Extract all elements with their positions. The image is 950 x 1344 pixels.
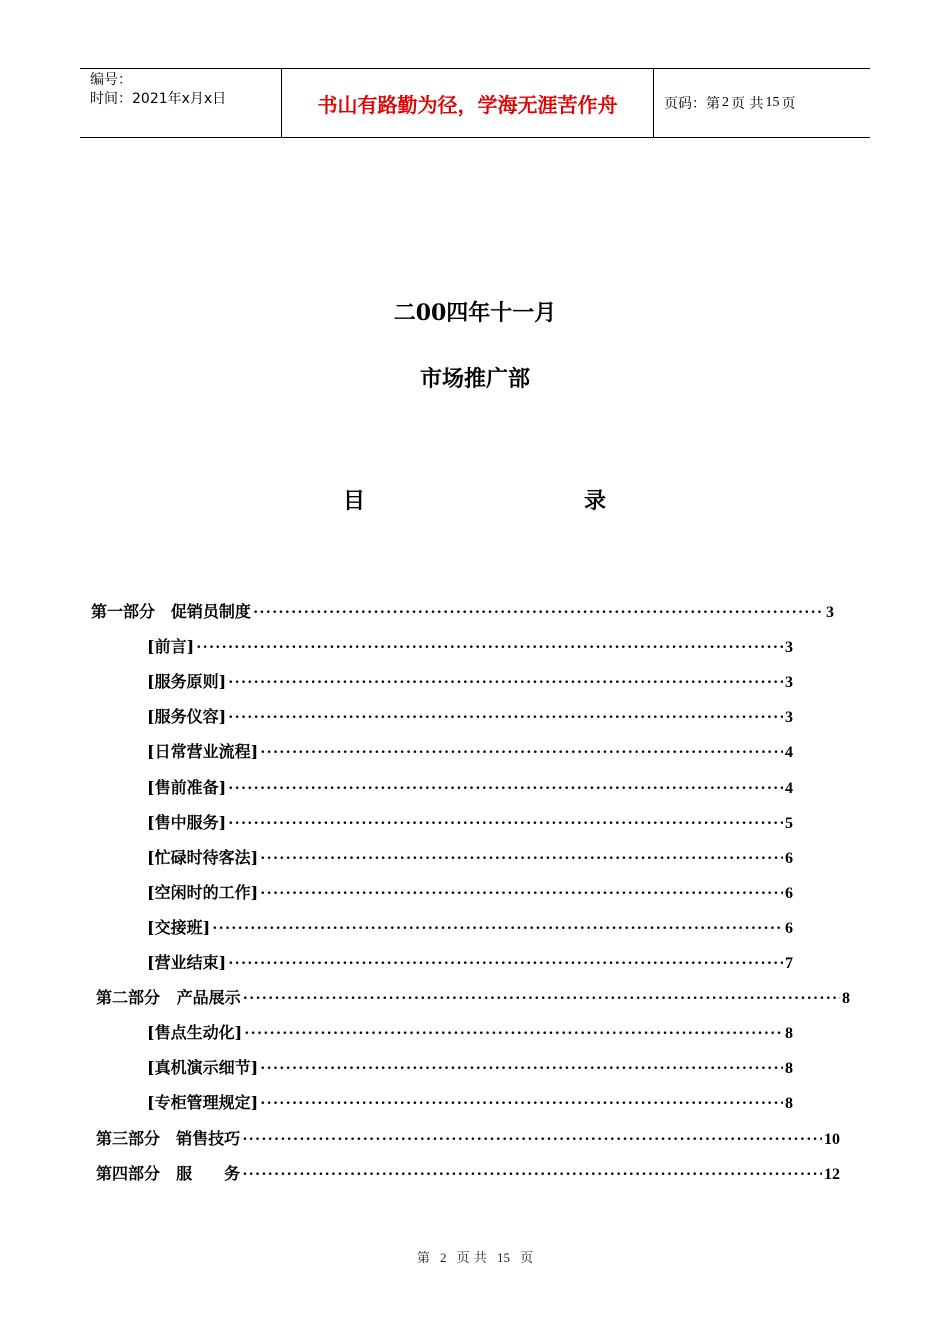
department-name: 市场推广部	[419, 366, 530, 392]
toc-page-number: 3	[785, 674, 793, 692]
toc-entry-title: [售点生动化]	[147, 1023, 243, 1043]
toc-leader-dots	[253, 604, 824, 622]
toc-section-entry[interactable]	[147, 775, 793, 799]
footer-page-number: 2	[440, 1250, 447, 1265]
toc-section-entry[interactable]	[147, 1020, 793, 1044]
toc-leader-dots	[244, 1025, 783, 1043]
toc-section-entry[interactable]	[147, 634, 793, 658]
toc-section-entry[interactable]	[147, 1090, 793, 1114]
toc-entry-title: [日常营业流程]	[147, 742, 259, 762]
toc-leader-dots	[243, 990, 840, 1008]
toc-entry-title: 产品展示	[176, 988, 241, 1008]
toc-entry-title: [前言]	[147, 637, 195, 657]
toc-part-entry[interactable]	[96, 1126, 840, 1150]
number-label: 编号：	[90, 72, 132, 88]
toc-part-label: 第四部分	[96, 1163, 161, 1183]
header-motto: 书山有路勤为径，学海无涯苦作舟	[281, 69, 654, 137]
toc-entry-title: [专柜管理规定]	[147, 1093, 259, 1113]
footer-mid: 页 共	[456, 1251, 487, 1266]
toc-page-number: 3	[785, 709, 793, 727]
toc-part-label: 第一部分	[91, 602, 156, 621]
page-total: 15	[765, 95, 780, 110]
toc-page-number: 7	[785, 955, 793, 972]
page-prefix: 页码：第	[664, 96, 720, 112]
toc-title-left: 目	[343, 488, 366, 514]
date-line: 二00四年十一月	[393, 300, 557, 326]
toc-part-entry[interactable]	[91, 599, 834, 623]
toc-page-number: 8	[785, 1025, 793, 1043]
toc-section-entry[interactable]	[147, 704, 793, 728]
toc-page-number: 8	[785, 1095, 793, 1113]
toc-part-label: 第三部分	[96, 1128, 161, 1148]
toc-leader-dots	[228, 955, 783, 973]
footer-prefix: 第	[416, 1251, 430, 1266]
toc-entry-title: 促销员制度	[170, 602, 251, 621]
toc-page-number: 8	[785, 1060, 793, 1078]
toc-entry-title: [售前准备]	[147, 777, 227, 797]
toc-entry-title: [营业结束]	[147, 953, 227, 972]
toc-section-entry[interactable]	[147, 845, 793, 869]
toc-leader-dots	[260, 885, 783, 903]
toc-section-entry[interactable]	[147, 669, 793, 693]
toc-part-label: 第二部分	[96, 988, 161, 1008]
toc-page-number: 4	[785, 779, 793, 797]
toc-page-number: 8	[842, 990, 850, 1008]
toc-leader-dots	[260, 1095, 783, 1113]
page-number: 2	[722, 95, 729, 110]
toc-title	[0, 484, 950, 518]
toc-entry-title: [服务仪容]	[147, 707, 227, 727]
toc-section-entry[interactable]	[147, 1055, 793, 1079]
toc-entry-title: 销售技巧	[176, 1128, 241, 1148]
toc-entry-title: [空闲时的工作]	[147, 882, 259, 902]
toc-part-entry[interactable]	[96, 1161, 840, 1185]
toc-leader-dots	[260, 1060, 783, 1078]
toc-entry-title: 服 务	[176, 1163, 241, 1183]
page-footer	[0, 1247, 950, 1266]
toc-leader-dots	[196, 639, 783, 657]
header-meta	[80, 69, 281, 137]
toc-leader-dots	[228, 815, 783, 833]
toc-leader-dots	[242, 1166, 822, 1184]
toc-entry-title: [交接班]	[147, 917, 211, 937]
toc-leader-dots	[260, 850, 783, 868]
toc-page-number: 5	[785, 814, 793, 832]
toc-leader-dots	[212, 920, 783, 938]
toc-leader-dots	[260, 744, 783, 762]
toc-entry-title: [真机演示细节]	[147, 1058, 259, 1078]
toc-page-number: 6	[785, 919, 793, 937]
toc-entry-title: [服务原则]	[147, 672, 227, 692]
page-mid: 页 共	[731, 96, 764, 112]
toc-leader-dots	[242, 1131, 822, 1149]
toc-leader-dots	[228, 674, 783, 692]
toc-section-entry[interactable]	[147, 880, 793, 904]
header-page-info	[654, 69, 870, 137]
toc-page-number: 6	[785, 884, 793, 902]
time-label: 时间：2021年x月x日	[90, 91, 227, 107]
page-header	[80, 68, 870, 138]
footer-suffix: 页	[520, 1251, 534, 1266]
toc-page-number: 10	[824, 1130, 840, 1148]
page-suffix: 页	[781, 96, 796, 112]
toc-page-number: 12	[824, 1165, 840, 1183]
toc-page-number: 6	[785, 849, 793, 867]
toc-section-entry[interactable]	[147, 950, 793, 974]
toc-section-entry[interactable]	[147, 739, 793, 763]
toc-part-entry[interactable]	[96, 985, 850, 1009]
toc-leader-dots	[228, 780, 783, 798]
toc-page-number: 3	[826, 604, 834, 621]
toc-page-number: 4	[785, 744, 793, 762]
toc-section-entry[interactable]	[147, 810, 793, 834]
toc-entry-title: [忙碌时待客法]	[147, 847, 259, 867]
toc-entry-title: [售中服务]	[147, 812, 227, 832]
toc-section-entry[interactable]	[147, 915, 793, 939]
footer-page-total: 15	[496, 1250, 510, 1265]
toc-leader-dots	[228, 709, 783, 727]
toc-page-number: 3	[785, 639, 793, 657]
toc-title-right: 录	[584, 488, 607, 514]
